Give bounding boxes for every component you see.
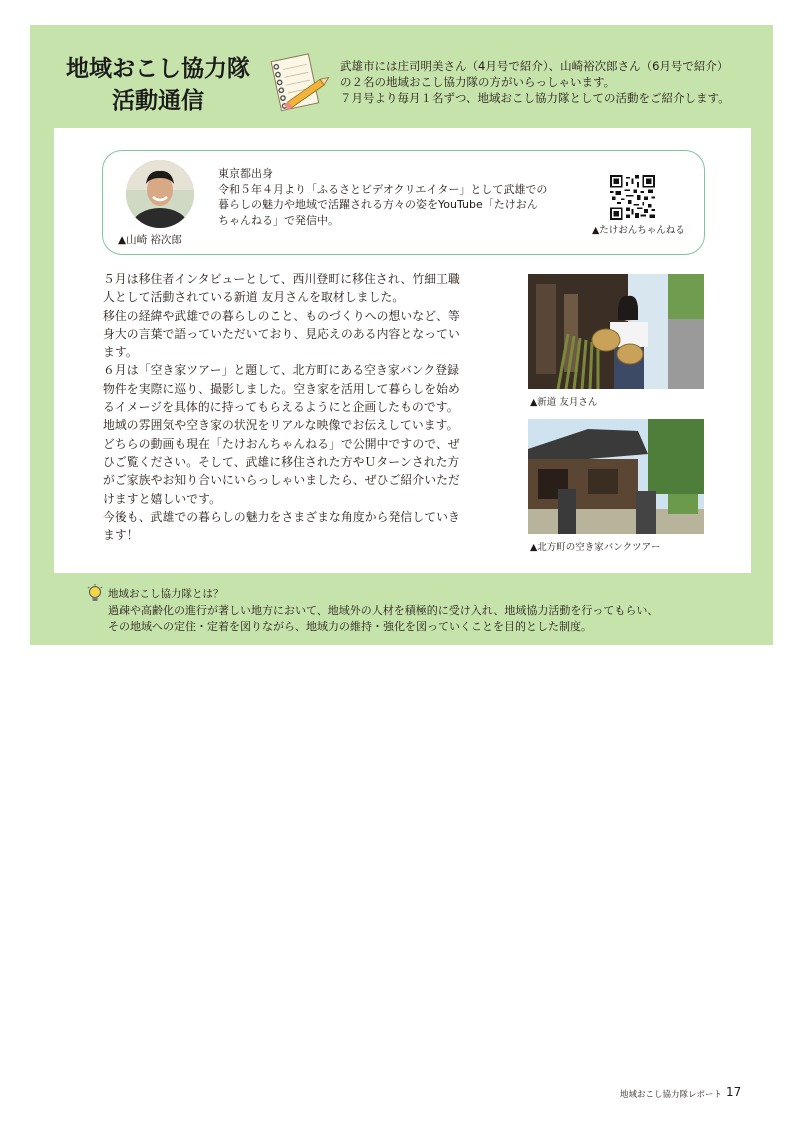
portrait-image	[126, 160, 194, 228]
qr-caption: ▲たけおんちゃんねる	[592, 225, 685, 236]
title-line-2: 活動通信	[112, 88, 204, 114]
article-line: ます！	[103, 528, 139, 543]
article-line: 人として活動されている新道 友月さんを取材しました。	[103, 290, 405, 305]
photo2-caption: ▲北方町の空き家バンクツアー	[530, 542, 661, 553]
article-line: ６月は「空き家ツアー」と題して、北方町にある空き家バンク登録	[103, 363, 460, 378]
article-line: がご家族やお知り合いにいらっしゃいましたら、ぜひご紹介いただ	[103, 473, 460, 488]
article-line: ５月は移住者インタビューとして、西川登町に移住され、竹細工職	[103, 272, 460, 286]
qr-code-icon[interactable]	[610, 175, 655, 220]
photo-craftsperson	[528, 274, 704, 389]
footer-label: 地域おこし協力隊レポート	[620, 1090, 723, 1100]
article-line: 物件を実際に巡り、撮影しました。空き家を活用して暮らしを始め	[103, 381, 460, 396]
notepad-pencil-icon	[266, 50, 336, 114]
profile-origin: 東京都出身	[218, 167, 273, 180]
intro-text	[340, 58, 760, 106]
definition-line-1: 過疎や高齢化の進行が著しい地方において、地域外の人材を積極的に受け入れ、地域協力活動を行ってもらい、	[108, 604, 659, 617]
article-line: 今後も、武雄での暮らしの魅力をさまざまな角度から発信していき	[103, 509, 460, 524]
article-line: 身大の言葉で語っていただいており、見応えのある内容となってい	[103, 326, 460, 341]
page-title	[56, 53, 260, 117]
lightbulb-icon	[87, 584, 103, 604]
intro-line-3: ７月号より毎月１名ずつ、地域おこし協力隊としての活動をご紹介します。	[340, 91, 730, 105]
intro-line-1: 武雄市には庄司明美さん（4月号で紹介）、山崎裕次郎さん（6月号で紹介）	[340, 59, 729, 73]
article-line: どちらの動画も現在「たけおんちゃんねる」で公開中ですので、ぜ	[103, 436, 460, 451]
photo1-caption: ▲新道 友月さん	[530, 397, 598, 408]
definition-title: 地域おこし協力隊とは？	[108, 588, 224, 600]
article-line: るイメージを具体的に持ってもらえるようにと企画したものです。	[103, 400, 459, 415]
article-line: ひご覧ください。そして、武雄に移住された方やＵターンされた方	[103, 454, 460, 469]
definition-line-2: その地域への定住・定着を図りながら、地域力の維持・強化を図っていくことを目的とした制度。	[108, 620, 592, 633]
title-line-1: 地域おこし協力隊	[66, 56, 250, 82]
definition-text	[108, 603, 748, 635]
profile-desc-line-1: 令和５年４月より「ふるさとビデオクリエイター」として武雄での	[218, 182, 548, 196]
page-number: 17	[726, 1085, 742, 1099]
profile-desc-line-2: 暮らしの魅力や地域で活躍される方々の姿をYouTube「たけおん	[218, 198, 538, 211]
intro-line-2: の２名の地域おこし協力隊の方がいらっしゃいます。	[340, 75, 616, 89]
profile-description	[218, 166, 588, 228]
profile-name-caption: ▲山崎 裕次郎	[118, 234, 182, 246]
article-line: ます。	[103, 345, 138, 360]
article-line: 地域の雰囲気や空き家の状況をリアルな映像でお伝えしています。	[103, 418, 459, 433]
avatar	[126, 160, 194, 228]
article-line: 移住の経緯や武雄での暮らしのこと、ものづくりへの想いなど、等	[103, 308, 460, 323]
profile-desc-line-3: ちゃんねる」で発信中。	[218, 213, 339, 227]
article-body	[103, 270, 511, 544]
article-line: けますと嬉しいです。	[103, 491, 222, 506]
photo-vacant-house	[528, 419, 704, 534]
